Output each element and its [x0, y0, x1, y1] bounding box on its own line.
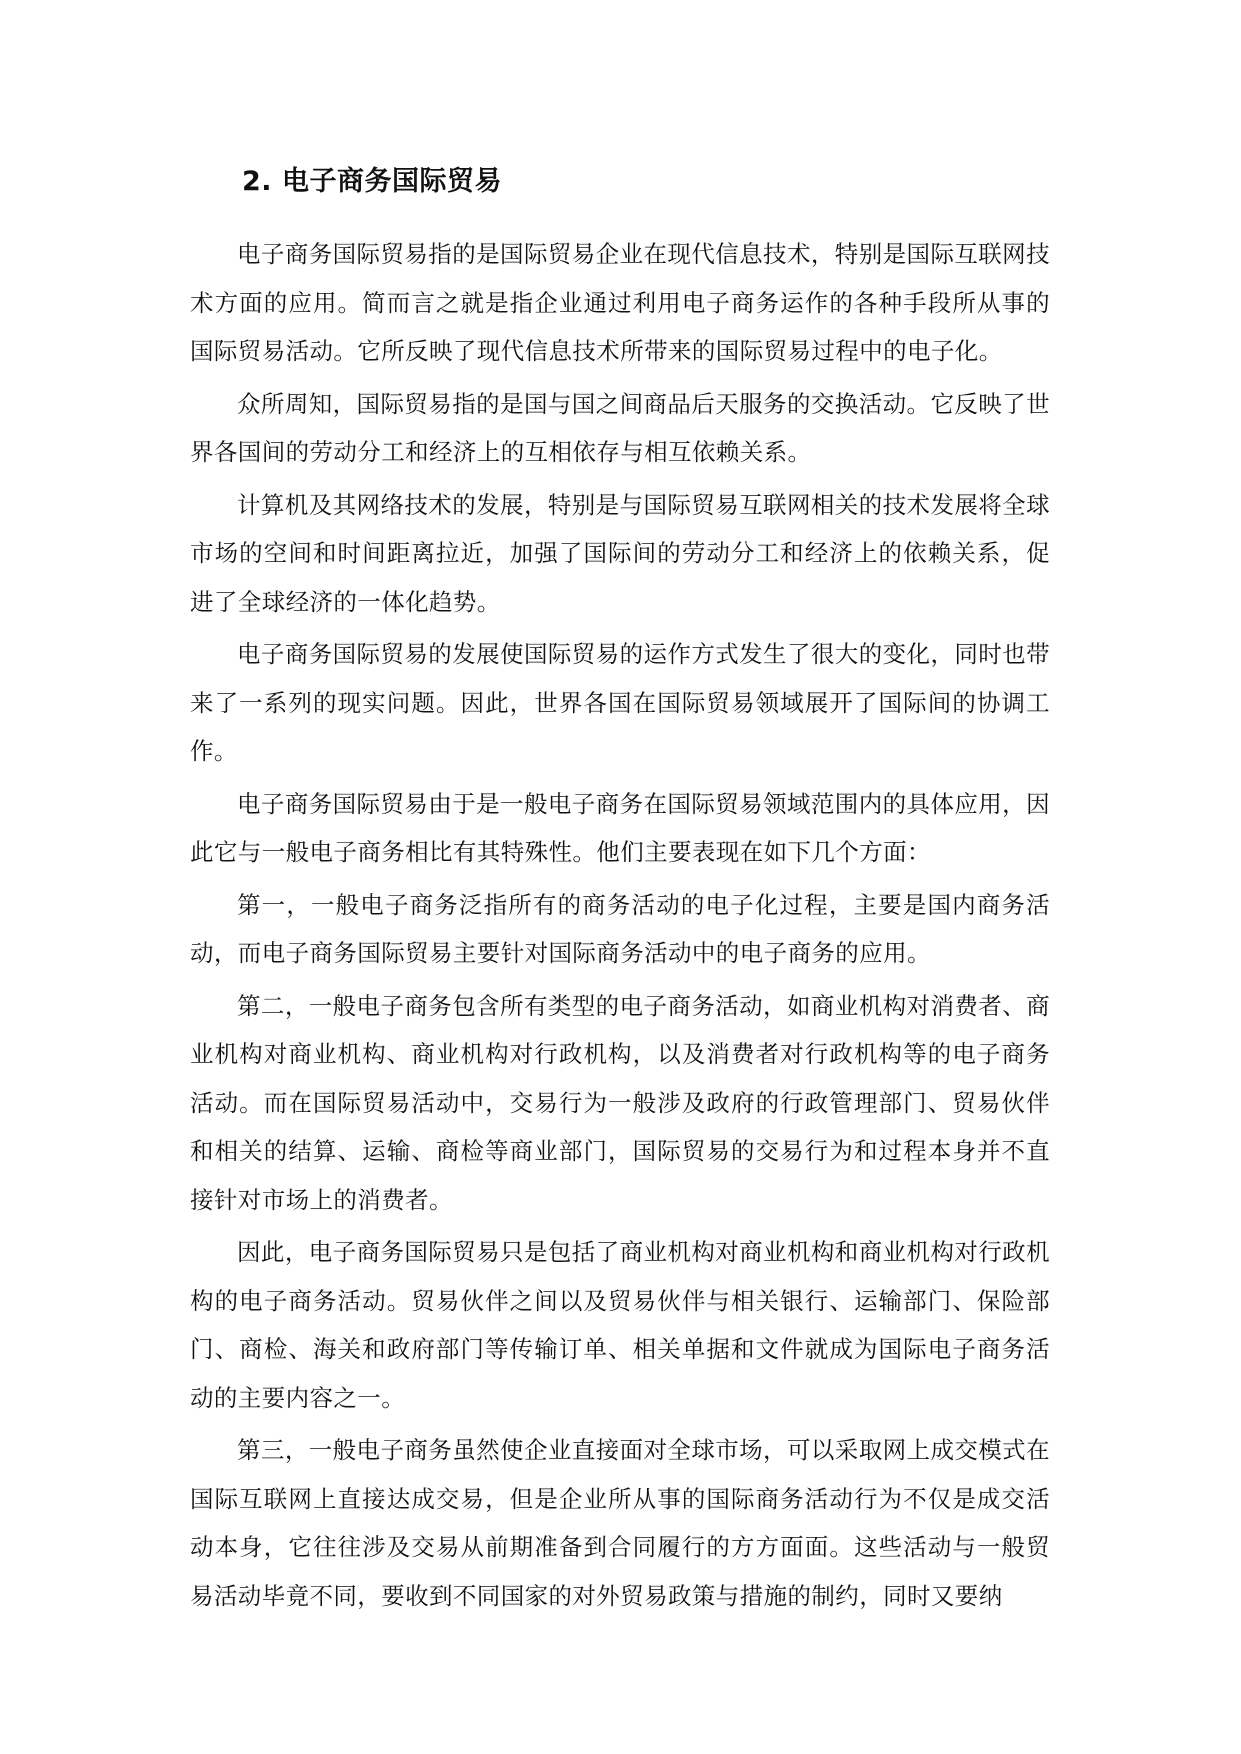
paragraph-1: 电子商务国际贸易指的是国际贸易企业在现代信息技术，特别是国际互联网技术方面的应用。简而言之就是指企业通过利用电子商务运作的各种手段所从事的国际贸易活动。它所反映了现代信息技术所带来的国际贸易过程中的电子化。: [190, 240, 1050, 365]
paragraph-6: 第一，一般电子商务泛指所有的商务活动的电子化过程，主要是国内商务活动，而电子商务国际贸易主要针对国际商务活动中的电子商务的应用。: [190, 890, 1050, 967]
paragraph-5: 电子商务国际贸易由于是一般电子商务在国际贸易领域范围内的具体应用，因此它与一般电子商务相比有其特殊性。他们主要表现在如下几个方面：: [190, 789, 1050, 866]
paragraph-9: 第三，一般电子商务虽然使企业直接面对全球市场，可以采取网上成交模式在国际互联网上直接达成交易，但是企业所从事的国际商务活动行为不仅是成交活动本身，它往往涉及交易从前期准备到合同履行的方方面面。这些活动与一般贸易活动毕竟不同，要收到不同国家的对外贸易政策与措施的制约，同时又要纳: [190, 1436, 1050, 1610]
document-body: [190, 162, 1050, 1624]
paragraph-8: 因此，电子商务国际贸易只是包括了商业机构对商业机构和商业机构对行政机构的电子商务活动。贸易伙伴之间以及贸易伙伴与相关银行、运输部门、保险部门、商检、海关和政府部门等传输订单、相关单据和文件就成为国际电子商务活动的主要内容之一。: [190, 1238, 1050, 1412]
paragraph-3: 计算机及其网络技术的发展，特别是与国际贸易互联网相关的技术发展将全球市场的空间和时间距离拉近，加强了国际间的劳动分工和经济上的依赖关系，促进了全球经济的一体化趋势。: [190, 490, 1050, 616]
section-heading: 2. 电子商务国际贸易: [242, 166, 502, 197]
paragraph-2: 众所周知，国际贸易指的是国与国之间商品后天服务的交换活动。它反映了世界各国间的劳动分工和经济上的互相依存与相互依赖关系。: [190, 389, 1050, 466]
paragraph-4: 电子商务国际贸易的发展使国际贸易的运作方式发生了很大的变化，同时也带来了一系列的现实问题。因此，世界各国在国际贸易领域展开了国际间的协调工作。: [190, 640, 1050, 765]
paragraph-7: 第二，一般电子商务包含所有类型的电子商务活动，如商业机构对消费者、商业机构对商业机构、商业机构对行政机构，以及消费者对行政机构等的电子商务活动。而在国际贸易活动中，交易行为一般涉及政府的行政管理部门、贸易伙伴和相关的结算、运输、商检等商业部门，国际贸易的交易行为和过程本身并不直接针对市场上的消费者。: [190, 991, 1050, 1214]
